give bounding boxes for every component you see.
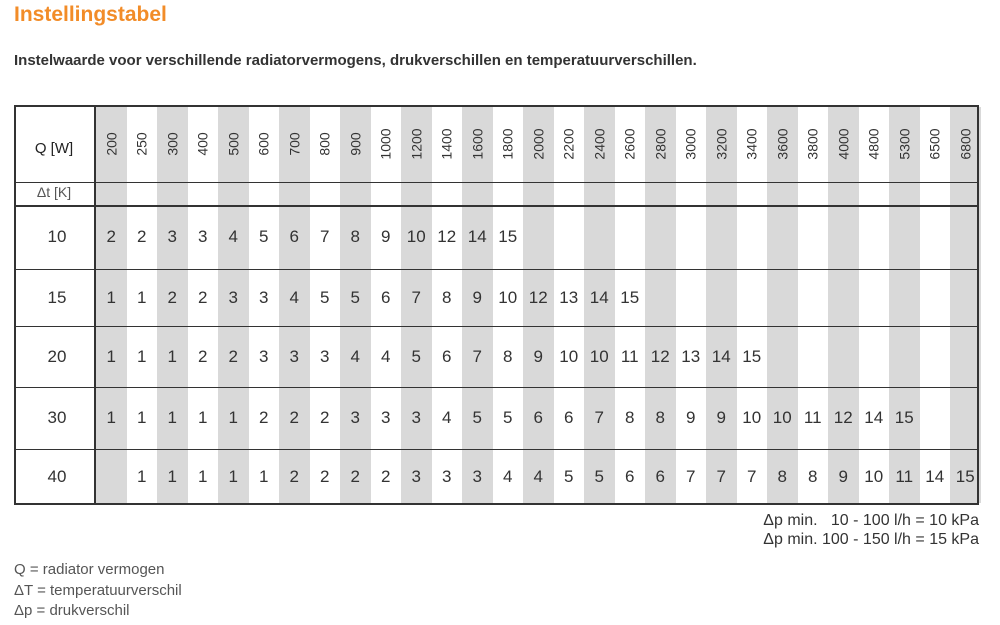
table-cell: 10 [742, 408, 762, 427]
table-cell: 14 [711, 346, 731, 366]
table-cell: 10 [406, 227, 426, 246]
table-cell: 9 [838, 467, 848, 486]
table-cell: 15 [894, 408, 914, 427]
table-cell: 11 [895, 467, 914, 486]
table-cell: 3 [198, 227, 208, 246]
table-cell: 5 [259, 227, 269, 246]
table-cell: 2 [137, 227, 147, 246]
q-header-cell: 3600 [774, 128, 791, 160]
table-cell: 2 [320, 408, 330, 427]
table-cell: 8 [442, 287, 452, 307]
table-cell: 7 [320, 227, 330, 246]
table-cell: 3 [289, 346, 299, 366]
q-header-cell: 1000 [377, 128, 394, 160]
table-cell: 1 [137, 467, 147, 486]
table-cell: 2 [289, 408, 299, 427]
table-cell: 12 [650, 346, 670, 366]
q-header-cell: 400 [194, 132, 211, 156]
row-divider [14, 387, 979, 388]
q-header-cell: 2600 [621, 128, 638, 160]
q-header-cell: 2000 [530, 128, 547, 160]
page-title: Instellingstabel [14, 3, 167, 26]
table-cell: 1 [106, 408, 116, 427]
q-header-cell: 200 [103, 132, 120, 156]
table-cell: 2 [198, 346, 208, 366]
q-header-cell: 500 [225, 132, 242, 156]
table-cell: 6 [655, 467, 665, 486]
q-header-cell: 4800 [865, 128, 882, 160]
table-cell: 1 [106, 346, 116, 366]
table-cell: 14 [864, 408, 884, 427]
table-cell: 4 [381, 346, 391, 366]
table-cell: 3 [350, 408, 360, 427]
q-header-cell: 6500 [926, 128, 943, 160]
table-cell: 15 [742, 346, 762, 366]
table-cell: 10 [559, 346, 579, 366]
table-cell: 14 [467, 227, 487, 246]
table-cell: 7 [686, 467, 696, 486]
table-cell: 10 [589, 346, 609, 366]
q-header-cell: 1800 [499, 128, 516, 160]
table-cell: 5 [564, 467, 574, 486]
table-cell: 4 [289, 287, 299, 307]
table-cell: 15 [498, 227, 518, 246]
table-cell: 9 [533, 346, 543, 366]
q-header-cell: 800 [316, 132, 333, 156]
table-cell: 6 [625, 467, 635, 486]
table-cell: 1 [198, 467, 208, 486]
table-cell: 7 [747, 467, 757, 486]
note-line: Δp min. 10 - 100 l/h = 10 kPa [763, 512, 979, 529]
legend [14, 560, 182, 622]
table-cell: 6 [289, 227, 299, 246]
q-header-cell: 700 [286, 132, 303, 156]
table-cell: 6 [564, 408, 574, 427]
table-cell: 7 [411, 287, 421, 307]
q-header-cell: 250 [133, 132, 150, 156]
table-cell: 11 [620, 346, 639, 366]
table-cell: 12 [528, 287, 548, 307]
table-cell: 1 [106, 287, 116, 307]
table-cell: 8 [350, 227, 360, 246]
table-cell: 7 [716, 467, 726, 486]
table-cell: 1 [137, 346, 147, 366]
row-divider [14, 449, 979, 450]
q-header-cell: 5300 [896, 128, 913, 160]
table-cell: 2 [198, 287, 208, 307]
table-cell: 2 [106, 227, 116, 246]
legend-item: ΔT = temperatuurverschil [14, 581, 182, 599]
row-divider [14, 326, 979, 327]
table-cell: 9 [381, 227, 391, 246]
table-cell: 8 [777, 467, 787, 486]
table-cell: 11 [803, 408, 822, 427]
table-cell: 3 [167, 227, 177, 246]
table-cell: 8 [808, 467, 818, 486]
table-cell: 10 [772, 408, 792, 427]
table-cell: 4 [503, 467, 513, 486]
table-cell: 14 [589, 287, 609, 307]
table-cell: 1 [167, 346, 177, 366]
table-cell: 3 [320, 346, 330, 366]
q-header-cell: 4000 [835, 128, 852, 160]
q-header-cell: 300 [164, 132, 181, 156]
table-cell: 1 [167, 467, 177, 486]
table-cell: 12 [833, 408, 853, 427]
dt-row-divider [14, 205, 979, 207]
q-header-cell: 900 [347, 132, 364, 156]
q-header-label: Q [W] [34, 140, 74, 157]
q-header-cell: 2400 [591, 128, 608, 160]
table-cell: 8 [655, 408, 665, 427]
table-cell: 1 [228, 467, 238, 486]
q-header-cell: 1400 [438, 128, 455, 160]
table-cell: 4 [533, 467, 543, 486]
dt-row-label: 15 [47, 287, 67, 307]
table-cell: 2 [289, 467, 299, 486]
table-cell: 13 [681, 346, 701, 366]
table-cell: 2 [350, 467, 360, 486]
table-cell: 15 [955, 467, 975, 486]
table-cell: 3 [381, 408, 391, 427]
table-cell: 3 [228, 287, 238, 307]
table-cell: 5 [594, 467, 604, 486]
table-cell: 3 [411, 408, 421, 427]
table-cell: 3 [259, 287, 269, 307]
table-cell: 1 [198, 408, 208, 427]
table-cell: 10 [498, 287, 518, 307]
table-cell: 5 [411, 346, 421, 366]
q-header-cell: 1200 [408, 128, 425, 160]
note-line: Δp min. 100 - 150 l/h = 15 kPa [763, 531, 979, 548]
table-cell: 1 [167, 408, 177, 427]
table-cell: 1 [228, 408, 238, 427]
table-cell: 10 [864, 467, 884, 486]
settings-table [14, 105, 979, 505]
table-cell: 9 [472, 287, 482, 307]
legend-item: Δp = drukverschil [14, 602, 130, 619]
table-cell: 3 [442, 467, 452, 486]
table-cell: 3 [411, 467, 421, 486]
q-header-cell: 2800 [652, 128, 669, 160]
q-header-cell: 3000 [682, 128, 699, 160]
table-cell: 2 [320, 467, 330, 486]
table-cell: 5 [350, 287, 360, 307]
table-cell: 5 [503, 408, 513, 427]
q-header-cell: 1600 [469, 128, 486, 160]
table-cell: 2 [167, 287, 177, 307]
table-subtitle: Instelwaarde voor verschillende radiatorvermogens, drukverschillen en temperatuurverschillen. [14, 52, 697, 69]
table-cell: 7 [594, 408, 604, 427]
table-cell: 4 [228, 227, 238, 246]
table-cell: 9 [716, 408, 726, 427]
dt-header-label: Δt [K] [36, 184, 72, 200]
table-cell: 15 [620, 287, 640, 307]
q-header-cell: 3200 [713, 128, 730, 160]
table-cell: 8 [503, 346, 513, 366]
legend-item: Q = radiator vermogen [14, 561, 165, 578]
table-cell: 6 [533, 408, 543, 427]
table-cell: 2 [259, 408, 269, 427]
q-header-cell: 600 [255, 132, 272, 156]
table-cell: 1 [259, 467, 269, 486]
dt-row-label: 30 [47, 408, 67, 427]
table-cell: 2 [228, 346, 238, 366]
table-cell: 14 [925, 467, 945, 486]
table-cell: 9 [686, 408, 696, 427]
table-cell: 8 [625, 408, 635, 427]
table-cell: 6 [381, 287, 391, 307]
table-cell: 4 [442, 408, 452, 427]
table-cell: 6 [442, 346, 452, 366]
table-cell: 2 [381, 467, 391, 486]
table-cell: 5 [320, 287, 330, 307]
dt-row-label: 20 [47, 346, 67, 366]
table-cell: 4 [350, 346, 360, 366]
table-cell: 1 [137, 408, 147, 427]
q-header-cell: 3800 [804, 128, 821, 160]
table-cell: 7 [472, 346, 482, 366]
q-header-cell: 2200 [560, 128, 577, 160]
q-header-cell: 3400 [743, 128, 760, 160]
row-divider [14, 269, 979, 270]
table-cell: 3 [259, 346, 269, 366]
table-cell: 12 [437, 227, 457, 246]
table-cell: 13 [559, 287, 579, 307]
table-cell: 1 [137, 287, 147, 307]
pressure-notes [763, 511, 979, 549]
q-header-cell: 6800 [957, 128, 974, 160]
table-cell: 5 [472, 408, 482, 427]
dt-row-label: 40 [47, 467, 67, 486]
table-cell: 3 [472, 467, 482, 486]
dt-row-label: 10 [47, 227, 67, 246]
